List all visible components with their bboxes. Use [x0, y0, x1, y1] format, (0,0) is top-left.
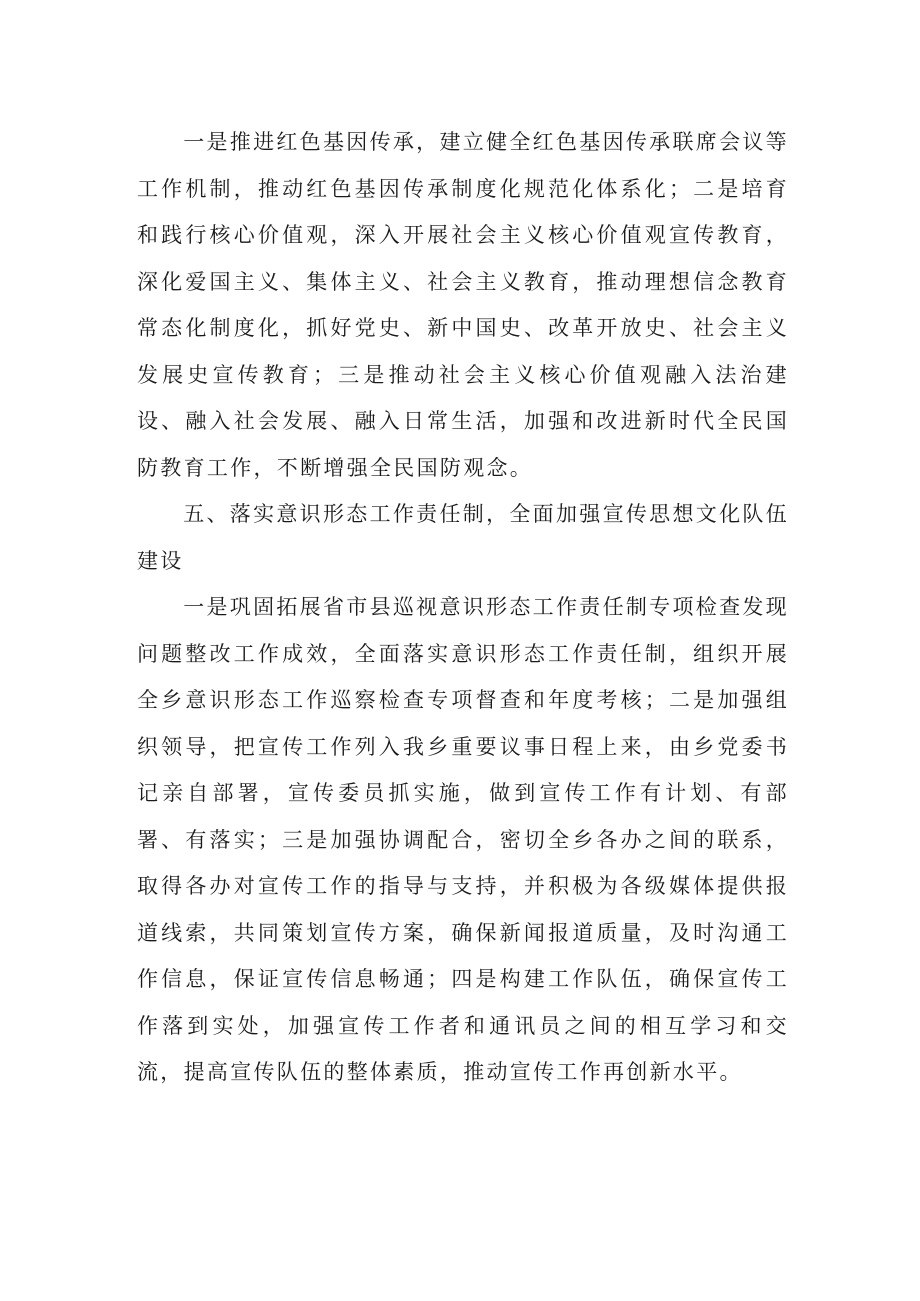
- document-body: [137, 119, 789, 1096]
- section-heading-five: 五、落实意识形态工作责任制，全面加强宣传思想文化队伍建设: [137, 502, 789, 573]
- paragraph-red-gene-inheritance: 一是推进红色基因传承，建立健全红色基因传承联席会议等工作机制，推动红色基因传承制度化规范化体系化；二是培育和践行核心价值观，深入开展社会主义核心价值观宣传教育，深化爱国主义、集体主义、社会主义教育，推动理想信念教育常态化制度化，抓好党史、新中国史、改革开放史、社会主义发展史宣传教育；三是推动社会主义核心价值观融入法治建设、融入社会发展、融入日常生活，加强和改进新时代全民国防教育工作，不断增强全民国防观念。: [137, 130, 789, 480]
- paragraph-ideology-responsibility: 一是巩固拓展省市县巡视意识形态工作责任制专项检查发现问题整改工作成效，全面落实意识形态工作责任制，组织开展全乡意识形态工作巡察检查专项督查和年度考核；二是加强组织领导，把宣传工作列入我乡重要议事日程上来，由乡党委书记亲自部署，宣传委员抓实施，做到宣传工作有计划、有部署、有落实；三是加强协调配合，密切全乡各办之间的联系，取得各办对宣传工作的指导与支持，并积极为各级媒体提供报道线索，共同策划宣传方案，确保新闻报道质量，及时沟通工作信息，保证宣传信息畅通；四是构建工作队伍，确保宣传工作落到实处，加强宣传工作者和通讯员之间的相互学习和交流，提高宣传队伍的整体素质，推动宣传工作再创新水平。: [137, 595, 789, 1084]
